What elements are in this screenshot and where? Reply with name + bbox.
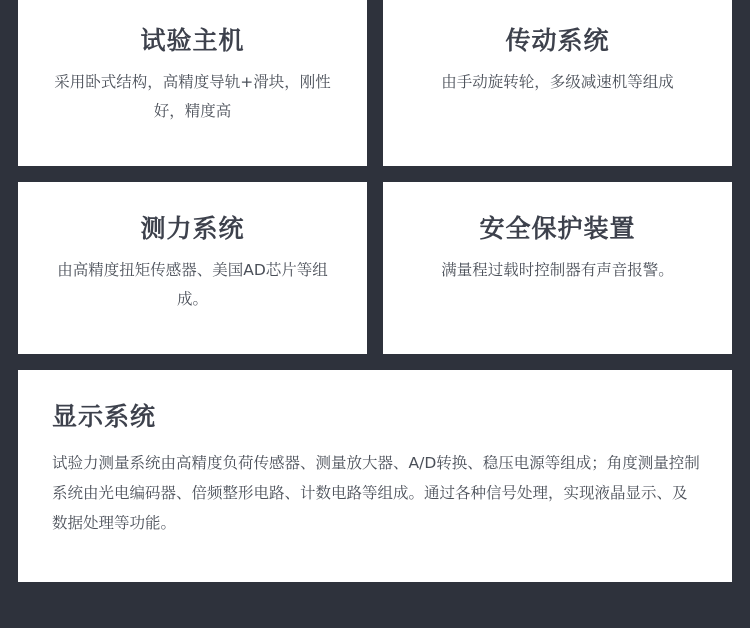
card-title: 传动系统 (505, 26, 610, 55)
card-body: 试验力测量系统由高精度负荷传感器、测量放大器、A/D转换、稳压电源等组成；角度测量控制系统由光电编码器、倍频整形电路、计数电路等组成。通过各种信号处理，实现液晶显示、及数据处理等功能。 (52, 454, 700, 533)
feature-card-display-system (18, 370, 732, 582)
feature-card-test-host (18, 0, 367, 166)
card-body: 采用卧式结构，高精度导轨+滑块，刚性好，精度高 (54, 73, 331, 120)
card-body: 由手动旋转轮，多级减速机等组成 (441, 73, 674, 91)
card-body: 由高精度扭矩传感器、美国AD芯片等组成。 (57, 261, 328, 308)
card-title: 显示系统 (52, 402, 157, 431)
feature-card-grid (18, 0, 732, 582)
feature-card-transmission-system (383, 0, 732, 166)
card-title: 测力系统 (140, 214, 245, 243)
card-body: 满量程过载时控制器有声音报警。 (441, 261, 674, 279)
card-title: 安全保护装置 (479, 214, 636, 243)
feature-card-safety-protection-device (383, 182, 732, 354)
card-title: 试验主机 (140, 26, 245, 55)
feature-card-force-measurement-system (18, 182, 367, 354)
